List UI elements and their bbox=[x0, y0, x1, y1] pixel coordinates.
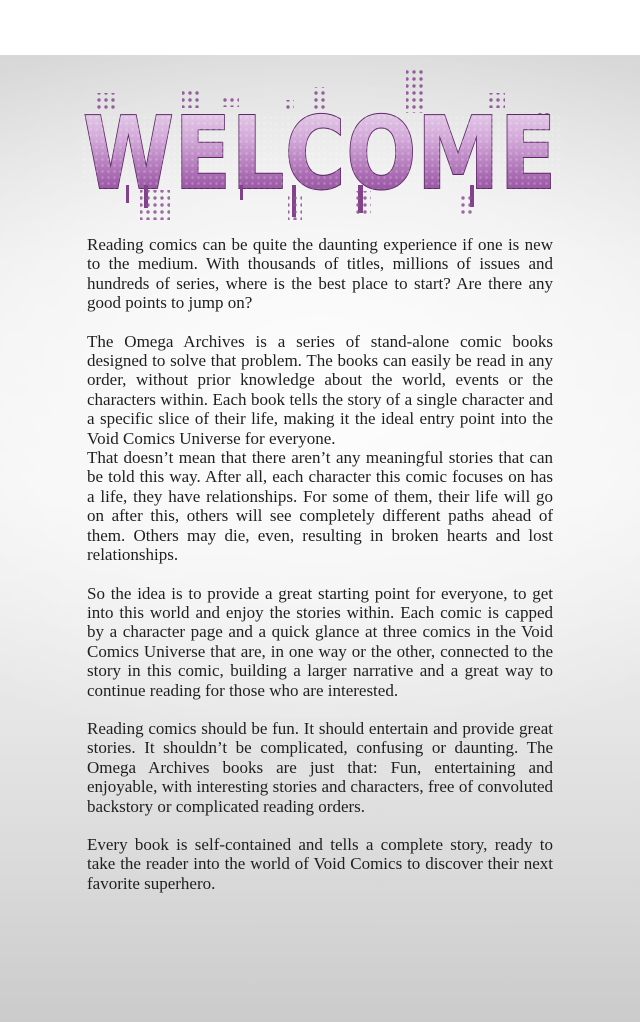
intro-paragraph: That doesn’t mean that there aren’t any meaningful stories that can be told this way. After all, each character this comic focuses on has a life, they have relationships. For some of them, their life will go on after this, others will see completely different paths ahead of them. Others may die, even, resulting in broken hearts and lost relationships. bbox=[87, 448, 553, 565]
intro-paragraph: Reading comics should be fun. It should entertain and provide great stories. It shouldn’t be complicated, confusing or daunting. The Omega Archives books are just that: Fun, entertaining and enjoyable, with interesting stories and characters, free of convoluted backstory or complicated reading orders. bbox=[87, 718, 553, 816]
intro-paragraph: The Omega Archives is a series of stand-alone comic books designed to solve that problem. The books can easily be read in any order, without prior knowledge about the world, events or the characters within. Each book tells the story of a single character and a specific slice of their life, making it the ideal entry point into the Void Comics Universe for everyone. bbox=[87, 331, 553, 448]
intro-paragraph: Reading comics can be quite the daunting experience if one is new to the medium. With thousands of titles, millions of issues and hundreds of series, where is the best place to start? Are there any good points to jump on? bbox=[87, 235, 553, 313]
intro-paragraph: So the idea is to provide a great starting point for everyone, to get into this world and enjoy the stories within. Each comic is capped by a character page and a quick glance at three comics in the Void Comics Universe that are, in one way or the other, connected to the story in this comic, building a larger narrative and a great way to continue reading for those who are interested. bbox=[87, 583, 553, 700]
welcome-page bbox=[0, 55, 640, 1022]
intro-text bbox=[87, 235, 553, 893]
welcome-title-svg bbox=[40, 55, 600, 225]
welcome-title-art bbox=[40, 55, 600, 225]
intro-paragraph: Every book is self-contained and tells a complete story, ready to take the reader into the world of Void Comics to discover their next favorite superhero. bbox=[87, 834, 553, 893]
halftone-overlay bbox=[82, 113, 562, 189]
